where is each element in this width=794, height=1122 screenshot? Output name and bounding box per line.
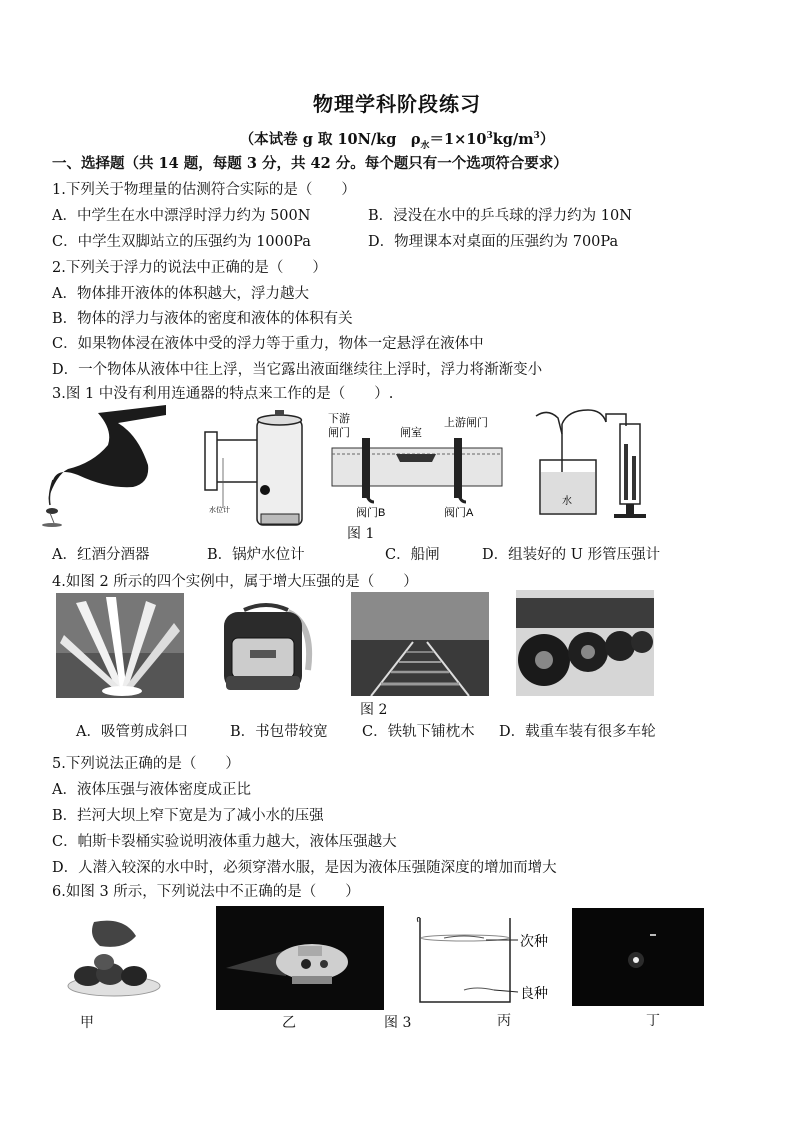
u-tube-manometer-image: [528, 404, 658, 522]
water-label: 水: [562, 496, 572, 507]
lock-chamber-label: 闸室: [400, 427, 422, 439]
q3-option-c: C．船闸: [385, 547, 440, 563]
svg-text:闸门: 闸门: [328, 427, 350, 439]
q4-stem: 4.如图 2 所示的四个实例中，属于增大压强的是（ ）: [52, 574, 418, 590]
q3-stem: 3.图 1 中没有利用连通器的特点来工作的是（ ）.: [52, 386, 394, 402]
q4-option-d: D．载重车装有很多车轮: [499, 724, 656, 740]
cut-straws-image: [56, 593, 184, 698]
q3-option-d: D．组装好的 U 形管压强计: [482, 547, 661, 563]
constants-note: （本试卷 g 取 10N/kg $\rho_水=1\times 10^3kg/m^3$）: [239, 131, 555, 151]
page-title: 物理学科阶段练习: [313, 92, 481, 116]
label-ding: 丁: [646, 1013, 660, 1029]
q2-option-a: A．物体排开液体的体积越大，浮力越大: [52, 286, 309, 302]
seed-top-label: 次种: [520, 935, 548, 950]
backpack-image: [214, 600, 318, 695]
label-yi: 乙: [282, 1015, 296, 1031]
q2-stem: 2.下列关于浮力的说法中正确的是（ ）: [52, 260, 327, 276]
valve-a-label: 阀门A: [444, 507, 474, 519]
label-bing: 丙: [497, 1013, 511, 1029]
q5-option-b: B．拦河大坝上窄下宽是为了减小水的压强: [52, 808, 324, 824]
q5-option-d: D．人潜入较深的水中时，必须穿潜水服，是因为液体压强随深度的增加而增大: [52, 860, 557, 876]
q4-option-b: B．书包带较宽: [230, 724, 328, 740]
q1-stem: 1.下列关于物理量的估测符合实际的是（ ）: [52, 182, 356, 198]
q2-option-b: B．物体的浮力与液体的密度和液体的体积有关: [52, 311, 353, 327]
valve-b-label: 阀门B: [356, 507, 386, 519]
boiler-image: [195, 408, 310, 530]
q6-stem: 6.如图 3 所示，下列说法中不正确的是（ ）: [52, 884, 360, 900]
water-level-label: 水位计: [209, 507, 230, 514]
section-heading: 一、选择题（共 14 题，每题 3 分，共 42 分。每个题只有一个选项符合要求）: [52, 155, 568, 172]
figure-3-caption: 图 3: [384, 1015, 412, 1031]
q1-option-a: A．中学生在水中漂浮时浮力约为 500N: [52, 208, 311, 224]
q4-option-a: A．吸管剪成斜口: [76, 724, 188, 740]
wine-decanter-image: [38, 405, 168, 530]
railway-track-image: [351, 592, 489, 696]
q2-option-d: D．一个物体从液体中往上浮，当它露出液面继续往上浮时，浮力将渐渐变小: [52, 362, 543, 378]
q5-stem: 5.下列说法正确的是（ ）: [52, 756, 240, 772]
label-jia: 甲: [80, 1015, 94, 1031]
figure-2-caption: 图 2: [360, 702, 388, 718]
dark-scene-image: [572, 908, 704, 1006]
q1-option-b: B．浸没在水中的乒乓球的浮力约为 10N: [368, 208, 632, 224]
heavy-truck-image: [516, 590, 654, 696]
q5-option-a: A．液体压强与液体密度成正比: [52, 782, 251, 798]
upstream-gate-label: 上游闸门: [444, 417, 488, 429]
ship-lock-image: [326, 410, 504, 522]
seed-bottom-label: 良种: [520, 987, 548, 1002]
seed-beaker-image: [414, 914, 564, 1006]
q3-option-a: A．红酒分酒器: [52, 547, 150, 563]
q2-option-c: C．如果物体浸在液体中受的浮力等于重力，物体一定悬浮在液体中: [52, 336, 484, 352]
q4-option-c: C．铁轨下铺枕木: [362, 724, 475, 740]
q3-option-b: B．锅炉水位计: [207, 547, 305, 563]
figure-1-caption: 图 1: [347, 526, 375, 542]
q1-option-d: D．物理课本对桌面的压强约为 700Pa: [368, 234, 619, 250]
q1-option-c: C．中学生双脚站立的压强约为 1000Pa: [52, 234, 311, 250]
submarine-image: [216, 906, 384, 1010]
downstream-gate-label: 下游: [328, 413, 350, 425]
q5-option-c: C．帕斯卡裂桶实验说明液体重力越大，液体压强越大: [52, 834, 397, 850]
dumplings-image: [64, 918, 164, 1000]
